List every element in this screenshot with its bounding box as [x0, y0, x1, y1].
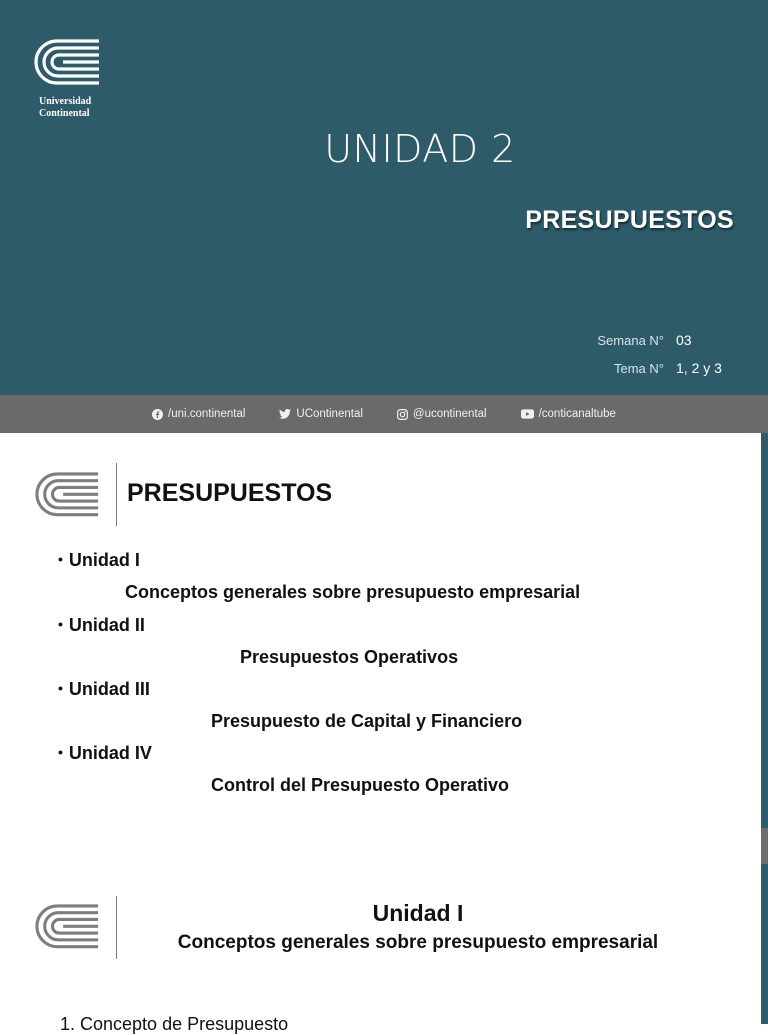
unit-slide-subtitle: Conceptos generales sobre presupuesto empresarial [177, 932, 659, 953]
unit-description: Control del Presupuesto Operativo [211, 775, 510, 795]
social-youtube[interactable] [521, 408, 616, 420]
scroll-marker [761, 828, 768, 864]
social-instagram-text: @ucontinental [412, 408, 487, 420]
unit-bullet: • Unidad IV [58, 743, 152, 763]
university-logo-icon [34, 902, 102, 951]
right-edge-strip [761, 433, 768, 1024]
unit-description: Conceptos generales sobre presupuesto empresarial [125, 582, 581, 602]
unit-description: Presupuestos Operativos [240, 647, 459, 667]
facebook-icon [152, 409, 163, 420]
instagram-icon [397, 409, 408, 420]
social-facebook[interactable] [152, 408, 245, 420]
divider [116, 896, 117, 959]
youtube-icon [521, 409, 534, 419]
university-name [39, 96, 91, 120]
brand-line-1: Universidad [39, 96, 92, 107]
unit-label: Unidad II [68, 615, 145, 635]
semana-value: 03 [676, 332, 692, 348]
unit-bullet: • Unidad I [58, 550, 140, 570]
session-meta [584, 326, 724, 382]
unit-title: UNIDAD 2 [324, 127, 516, 171]
unit-label: Unidad IV [68, 743, 152, 763]
brand-line-2: Continental [39, 108, 90, 119]
unit-bullet: • Unidad II [58, 615, 145, 635]
social-bar [0, 395, 768, 433]
social-twitter-text: UContinental [296, 408, 363, 420]
social-twitter[interactable] [279, 408, 362, 420]
semana-label: Semana N° [597, 332, 664, 348]
university-logo-icon [33, 37, 103, 87]
social-instagram[interactable] [397, 408, 487, 420]
tema-value: 1, 2 y 3 [676, 360, 722, 376]
tema-label: Tema N° [614, 360, 664, 376]
unit-label: Unidad I [68, 550, 140, 570]
title-slide [0, 0, 768, 395]
unit-description: Presupuesto de Capital y Financiero [211, 711, 523, 731]
subject-title: PRESUPUESTOS [525, 206, 734, 234]
unit-label: Unidad III [68, 679, 150, 699]
social-youtube-text: /conticanaltube [538, 408, 616, 420]
unit-slide-title: Unidad I [372, 900, 464, 926]
topic-item: 1. Concepto de Presupuesto [60, 1014, 289, 1034]
contents-title: PRESUPUESTOS [127, 479, 333, 507]
university-logo-icon [34, 470, 102, 519]
twitter-icon [279, 409, 291, 419]
social-facebook-text: /uni.continental [168, 408, 246, 420]
divider [116, 463, 117, 526]
unit-bullet: • Unidad III [58, 679, 150, 699]
